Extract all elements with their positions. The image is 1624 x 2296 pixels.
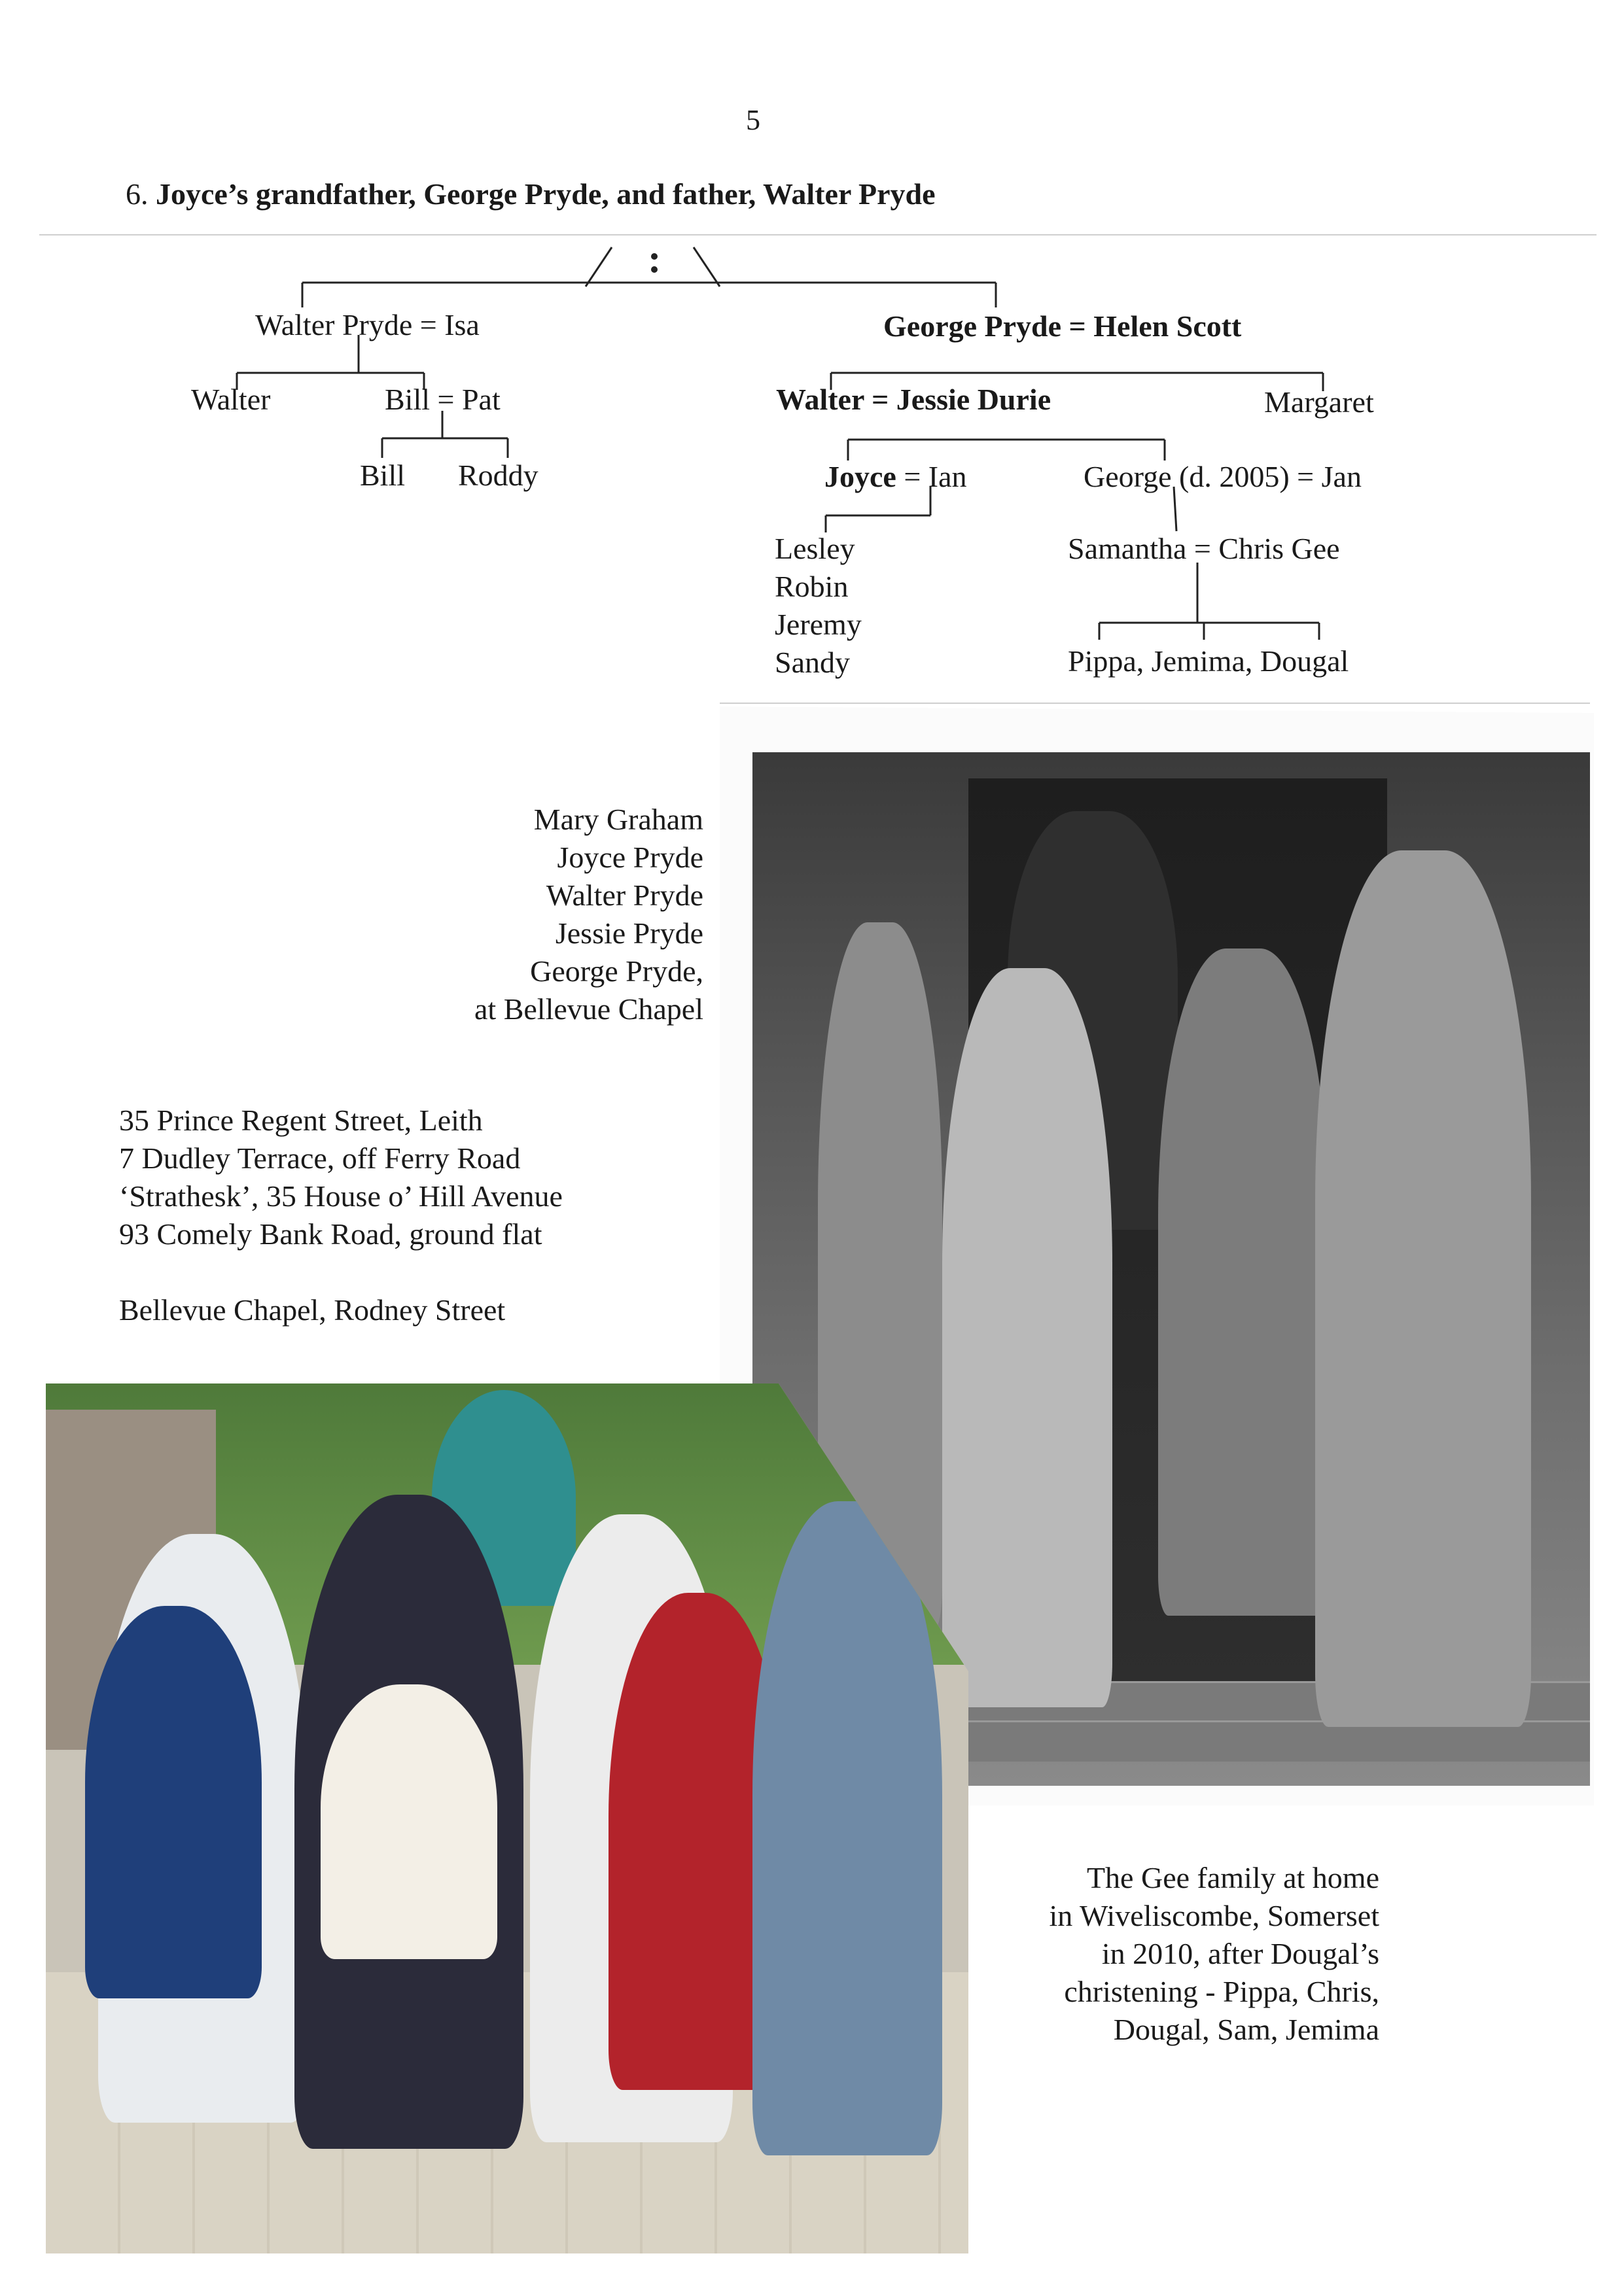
section-title: Joyce’s grandfather, George Pryde, and father, Walter Pryde [156, 177, 936, 211]
tree-child: Lesley [775, 532, 855, 565]
tree-george-jan: George (d. 2005) = Jan [1084, 460, 1362, 493]
address-list [119, 1102, 563, 1329]
tree-child: Jeremy [775, 608, 862, 641]
wedding-caption-line: Jessie Pryde [555, 916, 703, 950]
gee-family-photo [46, 1383, 968, 2253]
address-line: 7 Dudley Terrace, off Ferry Road [119, 1141, 521, 1175]
tree-joyce-ian [824, 459, 967, 494]
tree-ian: = Ian [896, 460, 967, 493]
gee-family-caption [968, 1859, 1379, 2049]
tree-child: Sandy [775, 646, 850, 679]
tree-walter-isa: Walter Pryde = Isa [255, 308, 480, 341]
wedding-caption-line: at Bellevue Chapel [474, 992, 703, 1026]
tree-george-helen: George Pryde = Helen Scott [883, 309, 1242, 343]
wedding-caption-line: Walter Pryde [546, 878, 703, 912]
tree-bottom-rule [720, 703, 1590, 704]
tree-children-list [775, 530, 862, 682]
page-number: 5 [746, 104, 760, 136]
tree-samantha-chris: Samantha = Chris Gee [1068, 532, 1340, 565]
tree-roddy: Roddy [458, 459, 538, 492]
address-line: ‘Strathesk’, 35 House o’ Hill Avenue [119, 1179, 563, 1213]
figure-grandfather [752, 1501, 942, 2155]
gee-caption-line: in 2010, after Dougal’s [1101, 1937, 1379, 1970]
wedding-caption-line: Joyce Pryde [557, 841, 703, 874]
tree-root-dot-2 [651, 266, 658, 273]
gee-caption-line: christening - Pippa, Chris, [1064, 1975, 1379, 2008]
chapel-address: Bellevue Chapel, Rodney Street [119, 1293, 506, 1327]
tree-child: Robin [775, 570, 849, 603]
figure-jessie-pryde [1158, 948, 1328, 1616]
tree-joyce: Joyce [824, 460, 896, 493]
wedding-caption-line: Mary Graham [533, 803, 703, 836]
gee-caption-line: in Wiveliscombe, Somerset [1049, 1899, 1379, 1932]
gee-caption-line: The Gee family at home [1086, 1861, 1379, 1894]
figure-george-pryde [1315, 850, 1531, 1727]
address-line: 93 Comely Bank Road, ground flat [119, 1217, 542, 1251]
tree-grandchildren: Pippa, Jemima, Dougal [1068, 644, 1349, 678]
section-number: 6. [126, 177, 156, 211]
wedding-caption [366, 801, 703, 1028]
tree-walter-jessie: Walter = Jessie Durie [776, 383, 1051, 416]
figure-joyce-pryde [942, 968, 1112, 1707]
tree-walter: Walter [191, 383, 271, 416]
tree-margaret: Margaret [1264, 385, 1374, 419]
gee-caption-line: Dougal, Sam, Jemima [1113, 2013, 1379, 2046]
tree-bill-pat: Bill = Pat [385, 383, 501, 416]
figure-dougal [321, 1684, 497, 1959]
wedding-caption-line: George Pryde, [530, 954, 703, 988]
figure-pippa [85, 1606, 262, 1998]
tree-bill: Bill [360, 459, 406, 492]
tree-root-dot [651, 253, 658, 260]
address-line: 35 Prince Regent Street, Leith [119, 1104, 483, 1137]
